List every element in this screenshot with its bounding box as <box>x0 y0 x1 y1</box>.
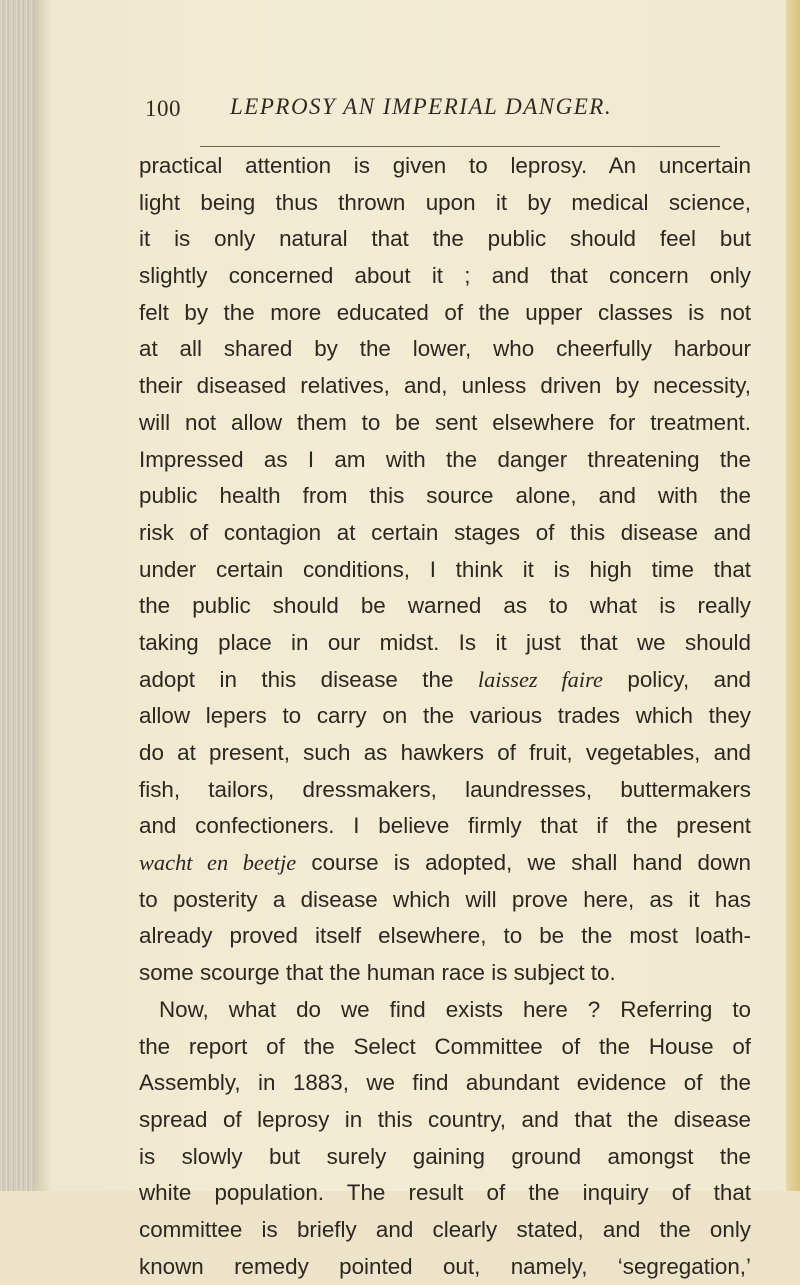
paragraph-start: Now, what do we find exists here ? Referring to <box>159 996 751 1022</box>
text-line: light being thus thrown upon it by medical science, <box>139 189 751 215</box>
text-line: and confectioners. I believe firmly that if the present <box>139 813 751 839</box>
line-segment: course is adopted, we shall hand down <box>296 850 751 876</box>
text-line: practical attention is given to leprosy. An uncertain <box>139 153 751 178</box>
text-line: public health from this source alone, and with the <box>139 483 751 509</box>
text-line: the report of the Select Committee of the House of <box>139 1033 751 1059</box>
page-header <box>145 94 765 134</box>
gutter-shadow <box>34 0 52 1191</box>
italic-phrase: wacht en beetje <box>139 850 297 876</box>
text-line: risk of contagion at certain stages of this disease and <box>139 519 751 545</box>
text-line: taking place in our midst. Is it just that we should <box>139 629 751 655</box>
text-line: will not allow them to be sent elsewhere for treatment. <box>139 409 751 435</box>
header-rule <box>200 146 720 147</box>
body-text <box>139 148 751 1285</box>
book-gutter <box>0 0 34 1191</box>
text-line: known remedy pointed out, namely, ‘segregation,’ <box>139 1253 751 1279</box>
line-segment: adopt in this disease the <box>139 666 478 692</box>
running-title: LEPROSY AN IMPERIAL DANGER. <box>230 94 613 119</box>
text-line: spread of leprosy in this country, and that the disease <box>139 1106 751 1132</box>
text-line: the public should be warned as to what is really <box>139 593 751 619</box>
page-number: 100 <box>145 96 181 121</box>
text-line: committee is briefly and clearly stated, and the only <box>139 1216 751 1242</box>
text-line-laissez-faire <box>139 662 751 699</box>
line-segment: policy, and <box>602 666 751 692</box>
text-line: do at present, such as hawkers of fruit, vegetables, and <box>139 740 751 765</box>
text-line-wacht-en-beetje <box>139 845 751 882</box>
text-line: it is only natural that the public should feel but <box>139 226 751 252</box>
text-line: at all shared by the lower, who cheerfully harbour <box>139 336 751 362</box>
text-line: allow lepers to carry on the various trades which they <box>139 703 751 729</box>
text-line: under certain conditions, I think it is high time that <box>139 556 751 582</box>
text-line: Assembly, in 1883, we find abundant evidence of the <box>139 1070 751 1096</box>
text-line: their diseased relatives, and, unless driven by necessity, <box>139 373 751 399</box>
text-line: Impressed as I am with the danger threatening the <box>139 446 751 472</box>
text-line: some scourge that the human race is subject to. <box>139 960 616 986</box>
text-line: white population. The result of the inquiry of that <box>139 1180 751 1206</box>
text-line: already proved itself elsewhere, to be the most loath- <box>139 923 751 949</box>
text-line: is slowly but surely gaining ground amongst the <box>139 1143 751 1169</box>
text-line: to posterity a disease which will prove here, as it has <box>139 886 751 912</box>
page-edge <box>786 0 800 1191</box>
text-line: fish, tailors, dressmakers, laundresses, buttermakers <box>139 776 751 802</box>
text-line: felt by the more educated of the upper classes is not <box>139 299 751 325</box>
text-line: slightly concerned about it ; and that concern only <box>139 263 751 289</box>
italic-phrase: laissez faire <box>477 666 603 692</box>
